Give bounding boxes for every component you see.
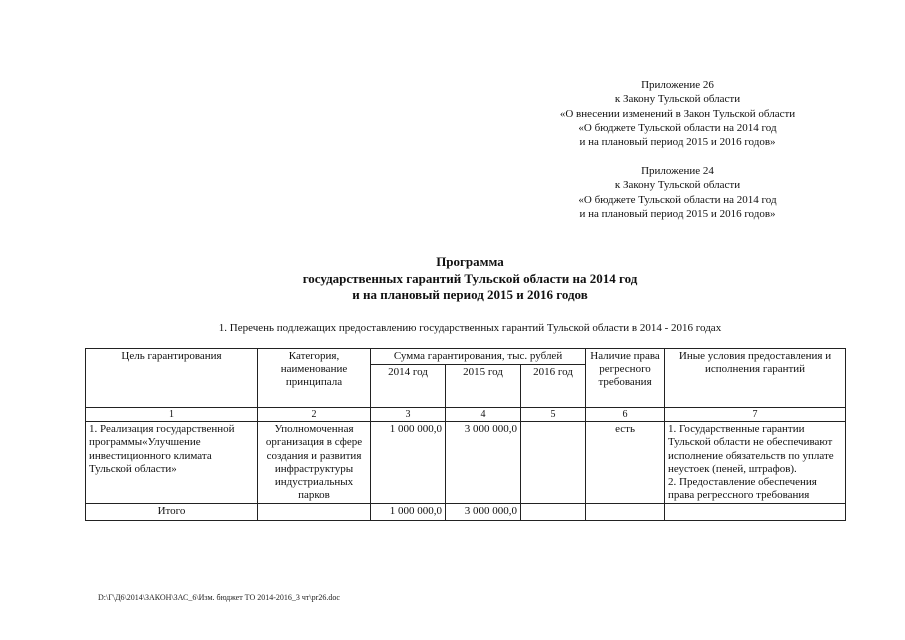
condition-2: 2. Предоставление обеспечения права регрессного требования	[668, 476, 817, 502]
table-row	[86, 422, 846, 504]
title-line-2: государственных гарантий Тульской области на 2014 год	[302, 270, 638, 286]
cell-2014: 1 000 000,0	[371, 422, 446, 504]
total-2015: 3 000 000,0	[446, 504, 521, 520]
cell-2015: 3 000 000,0	[446, 422, 521, 504]
col-number: 1	[86, 408, 258, 422]
cell-regress: есть	[586, 422, 665, 504]
cell-purpose: 1. Реализация государственной программы«Улучшение инвестиционного климата Тульской области»	[86, 422, 258, 504]
title-line-1: Программа	[436, 254, 504, 269]
file-path-footer: D:\Г\Д6\2014\ЗАКОН\ЗАС_6\Изм. бюджет ТО 2014-2016_3 чт\pr26.doc	[98, 593, 340, 602]
header-row	[86, 349, 846, 365]
header-2015: 2015 год	[446, 365, 521, 408]
condition-1: 1. Государственные гарантии Тульской области не обеспечивают исполнение обязательств по уплате неустоек (пеней, штрафов).	[668, 423, 834, 475]
total-2016-empty	[521, 504, 586, 520]
header-regress: Наличие права регресного требования	[586, 349, 665, 408]
appendix-law-title: «О внесении изменений в Закон Тульской области	[559, 107, 796, 120]
appendix-budget-title: «О бюджете Тульской области на 2014 год	[578, 121, 777, 134]
total-regress-empty	[586, 504, 665, 520]
header-2014: 2014 год	[371, 365, 446, 408]
appendix-number: Приложение 24	[641, 165, 714, 177]
header-purpose: Цель гарантирования	[86, 349, 258, 408]
appendix-law-ref: к Закону Тульской области	[614, 179, 741, 192]
document-title	[180, 254, 760, 304]
col-number: 7	[665, 408, 846, 422]
section-heading: 1. Перечень подлежащих предоставлению государственных гарантий Тульской области в 2014 - 2016 годах	[218, 322, 722, 334]
title-line-3: и на плановый период 2015 и 2016 годов	[352, 287, 588, 302]
appendix-period: и на плановый период 2015 и 2016 годов»	[579, 207, 776, 220]
cell-category: Уполномоченная организация в сфере создания и развития инфраструктуры индустриальных парков	[258, 422, 371, 504]
cell-2016	[521, 422, 586, 504]
col-number: 2	[258, 408, 371, 422]
col-number: 3	[371, 408, 446, 422]
total-2014: 1 000 000,0	[371, 504, 446, 520]
total-row	[86, 504, 846, 520]
header-other-conditions: Иные условия предоставления и исполнения гарантий	[665, 349, 846, 408]
appendix-budget-title: «О бюджете Тульской области на 2014 год	[578, 193, 777, 206]
col-number: 6	[586, 408, 665, 422]
col-number: 5	[521, 408, 586, 422]
total-other-empty	[665, 504, 846, 520]
appendix-number: Приложение 26	[641, 79, 714, 91]
guarantees-table	[85, 348, 846, 521]
col-number: 4	[446, 408, 521, 422]
header-2016: 2016 год	[521, 365, 586, 408]
total-label: Итого	[86, 504, 258, 520]
column-number-row	[86, 408, 846, 422]
appendix-law-ref: к Закону Тульской области	[614, 93, 741, 106]
appendix-24-header	[540, 164, 815, 221]
cell-other-conditions	[665, 422, 846, 504]
total-category-empty	[258, 504, 371, 520]
header-category: Категория, наименование принципала	[258, 349, 371, 408]
header-sum: Сумма гарантирования, тыс. рублей	[371, 349, 586, 365]
appendix-period: и на плановый период 2015 и 2016 годов»	[579, 136, 776, 149]
appendix-26-header	[540, 78, 815, 149]
